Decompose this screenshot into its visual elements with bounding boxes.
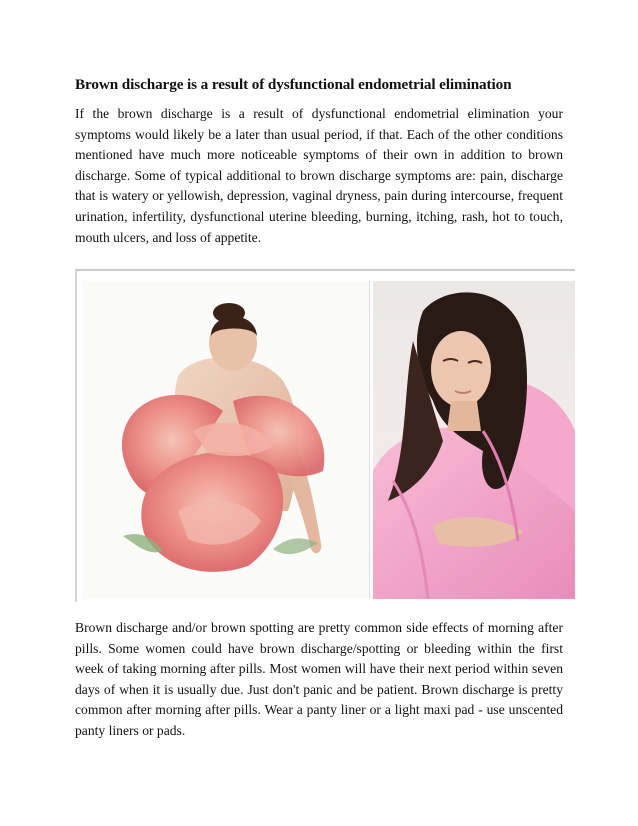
paragraph-morning-after-pills: Brown discharge and/or brown spotting are pretty common side effects of morning after pills. Some women could have brown discharge/spotting or bleeding within the first week of taking morning after pills. Most women will have their next period within seven days of when it is usually due. Just don't panic and be patient. Brown discharge is pretty common after morning after pills. Wear a panty liner or a light maxi pad - use unscented panty liners or pads. bbox=[75, 620, 563, 738]
woman-in-pink-robe-illustration bbox=[373, 281, 575, 599]
woman-in-pink-robe-photo bbox=[373, 281, 575, 599]
image-frame bbox=[75, 269, 575, 602]
woman-in-rose-illustration bbox=[83, 281, 369, 599]
section-heading: Brown discharge is a result of dysfunctional endometrial elimination bbox=[75, 76, 512, 93]
woman-in-rose-photo bbox=[83, 281, 370, 599]
paragraph-symptoms: If the brown discharge is a result of dysfunctional endometrial elimination your symptoms would likely be a later than usual period, if that. Each of the other conditions mentioned have much more noticeable symptoms of their own in addition to brown discharge. Some of typical additional to brown discharge symptoms are: pain, discharge that is watery or yellowish, depression, vaginal dryness, pain during intercourse, frequent urination, infertility, dysfunctional uterine bleeding, burning, itching, rash, hot to touch, mouth ulcers, and loss of appetite. bbox=[75, 106, 563, 245]
